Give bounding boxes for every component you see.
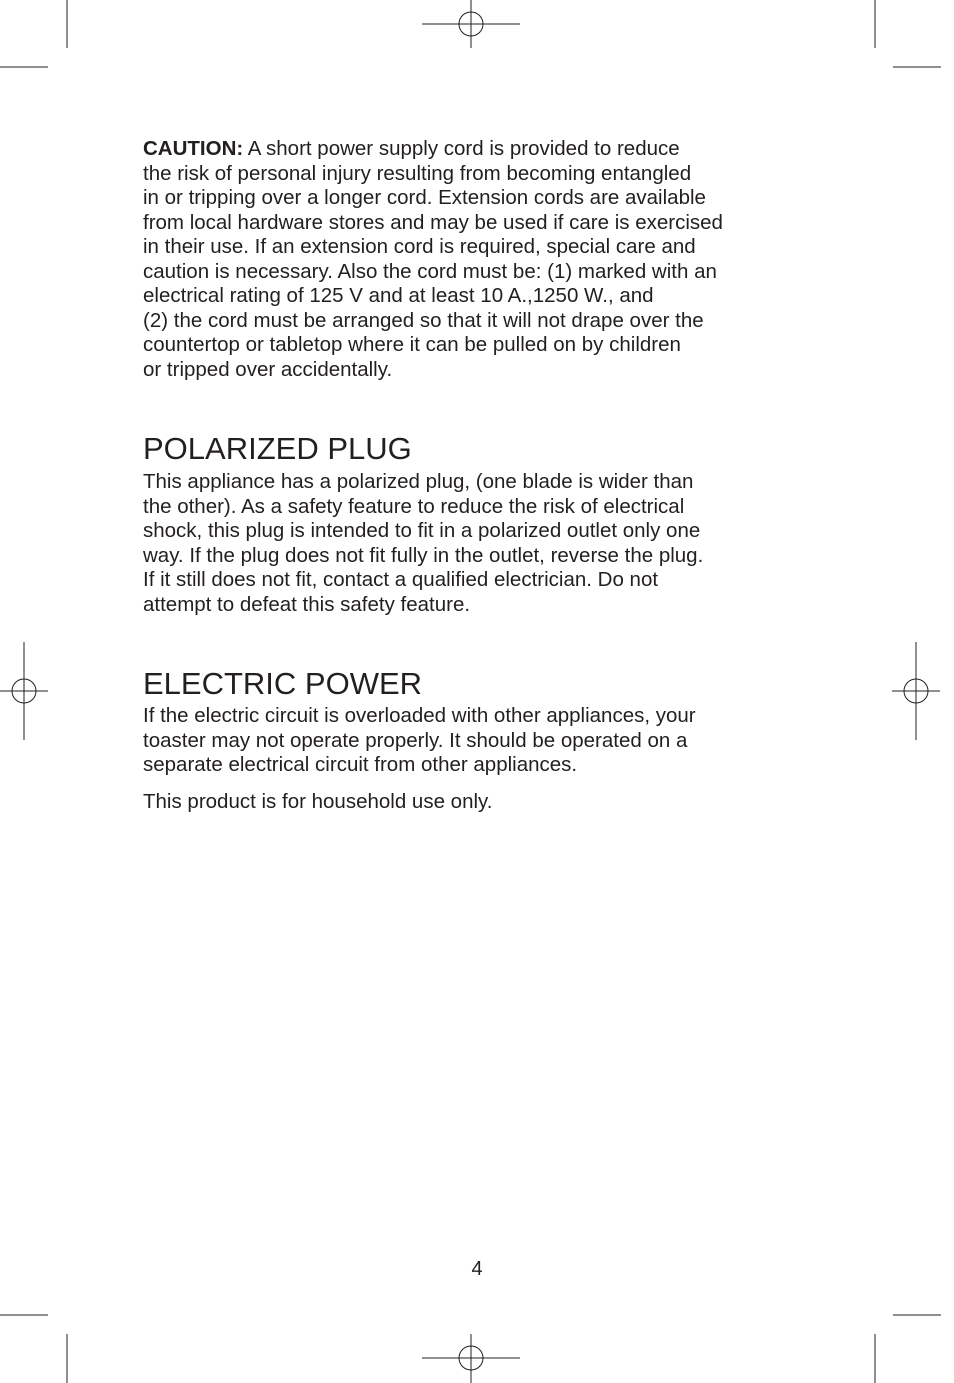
caution-line: from local hardware stores and may be used if care is exercised	[143, 210, 723, 234]
caution-paragraph	[143, 137, 783, 382]
caution-line: the risk of personal injury resulting from becoming entangled	[143, 161, 692, 185]
electric-line: toaster may not operate properly. It should be operated on a	[143, 728, 688, 752]
registration-mark-right	[892, 642, 940, 740]
household-use-note: This product is for household use only.	[143, 789, 493, 813]
caution-line: or tripped over accidentally.	[143, 357, 393, 381]
caution-line: A short power supply cord is provided to reduce	[243, 137, 680, 160]
electric-line: If the electric circuit is overloaded with other appliances, your	[143, 704, 696, 727]
caution-line: caution is necessary. Also the cord must be: (1) marked with an	[143, 259, 717, 283]
registration-mark-left	[0, 642, 48, 740]
polarized-plug-heading: POLARIZED PLUG	[143, 431, 412, 466]
caution-label: CAUTION:	[143, 137, 244, 160]
polarized-plug-paragraph	[143, 470, 783, 617]
polarized-line: shock, this plug is intended to fit in a polarized outlet only one	[143, 519, 701, 542]
electric-power-paragraph	[143, 704, 783, 778]
caution-line: in or tripping over a longer cord. Extension cords are available	[143, 186, 706, 209]
electric-power-heading: ELECTRIC POWER	[143, 666, 423, 701]
registration-mark-top	[422, 0, 520, 48]
electric-line: separate electrical circuit from other appliances.	[143, 753, 578, 776]
page-content	[143, 137, 783, 814]
caution-line: electrical rating of 125 V and at least 10 A.,1250 W., and	[143, 284, 654, 307]
caution-line: countertop or tabletop where it can be pulled on by children	[143, 333, 681, 356]
polarized-line: This appliance has a polarized plug, (one blade is wider than	[143, 470, 694, 493]
caution-line: in their use. If an extension cord is required, special care and	[143, 235, 696, 258]
polarized-line: attempt to defeat this safety feature.	[143, 592, 471, 616]
registration-mark-bottom	[422, 1334, 520, 1383]
polarized-line: way. If the plug does not fit fully in the outlet, reverse the plug.	[143, 543, 704, 567]
polarized-line: the other). As a safety feature to reduce the risk of electrical	[143, 494, 685, 518]
page-number: 4	[471, 1258, 483, 1280]
caution-line: (2) the cord must be arranged so that it will not drape over the	[143, 308, 704, 332]
polarized-line: If it still does not fit, contact a qualified electrician. Do not	[143, 568, 659, 591]
